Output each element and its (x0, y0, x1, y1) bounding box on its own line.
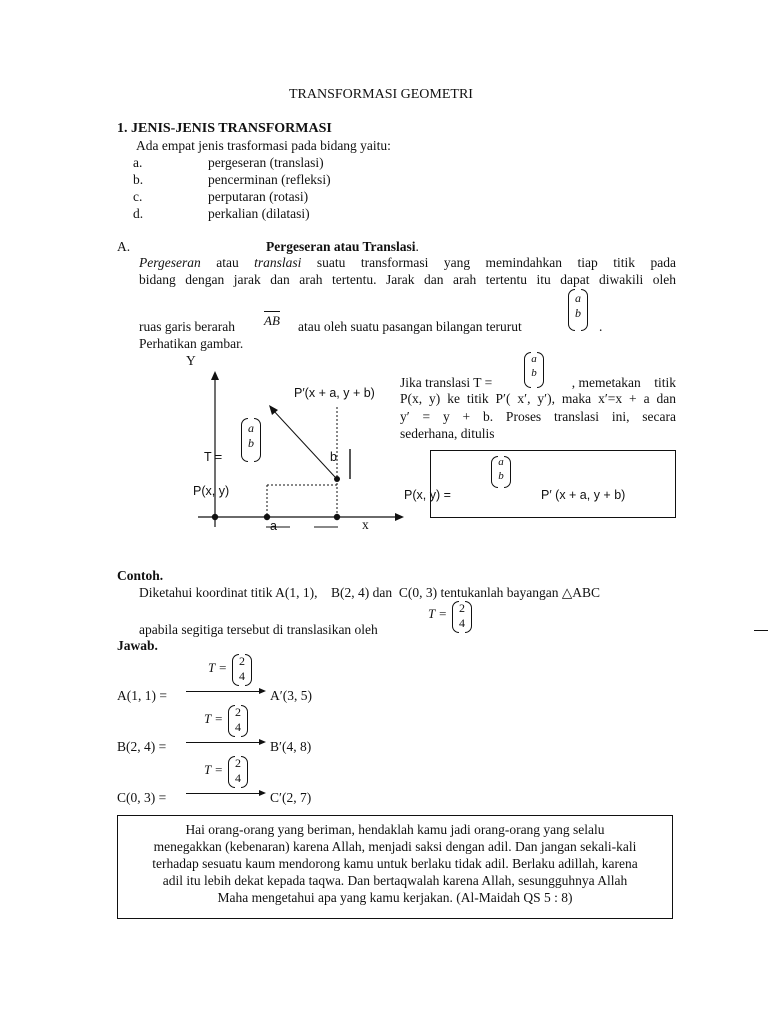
list-item-letter: d. (133, 206, 144, 221)
left-bracket (228, 705, 235, 737)
word: titik (613, 255, 635, 270)
p-label: P(x, y) (193, 484, 230, 498)
word: translasi (254, 255, 302, 270)
quote-line: Hai orang-orang yang beriman, hendaklah kamu jadi orang-orang yang selalu (185, 822, 605, 837)
matrix-top: a (575, 291, 581, 305)
row-right: A′(3, 5) (270, 688, 312, 703)
list-item-letter: c. (133, 189, 143, 204)
word: atau (216, 255, 239, 270)
x-axis-arrow (395, 513, 404, 521)
box-right-text: P′ (x + a, y + b) (541, 488, 626, 502)
page-title: TRANSFORMASI GEOMETRI (289, 87, 473, 102)
section-a-heading (266, 239, 419, 255)
matrix-top: a (248, 421, 254, 435)
section-a-letter: A. (117, 239, 131, 254)
mapping-arrow (186, 691, 264, 692)
box-left-text: P(x, y) = (404, 488, 451, 502)
list-item-letter: b. (133, 172, 144, 187)
right-bracket (581, 289, 588, 331)
contoh-line-2: apabila segitiga tersebut di translasikan oleh (139, 622, 378, 637)
p-prime-label: P′(x + a, y + b) (294, 386, 375, 400)
contoh-t-eq: T = (428, 606, 448, 621)
quote-line: Maha mengetahui apa yang kamu kerjakan. (Al-Maidah QS 5 : 8) (217, 889, 573, 905)
explain-line-1b: , memetakan titik (571, 375, 676, 390)
list-item-text: perkalian (dilatasi) (208, 206, 310, 221)
origin-point (212, 514, 218, 520)
left-bracket (241, 418, 248, 462)
row-t-eq: T = (204, 762, 224, 777)
paragraph-line-3b: atau oleh suatu pasangan bilangan terurut (298, 319, 522, 334)
b-label: b (330, 450, 337, 464)
contoh-t-matrix (452, 601, 472, 633)
matrix-bottom: 4 (235, 771, 241, 785)
paragraph-line-3a: ruas garis berarah (139, 319, 235, 334)
left-bracket (452, 601, 459, 633)
x-axis-label: x (362, 517, 369, 532)
left-bracket (228, 756, 235, 788)
left-bracket (524, 352, 531, 388)
translation-vector (273, 410, 335, 477)
section-1-heading: 1. JENIS-JENIS TRANSFORMASI (117, 121, 332, 136)
explain-line-4: sederhana, ditulis (400, 426, 495, 441)
row-left: B(2, 4) = (117, 739, 167, 754)
matrix-bottom: b (575, 306, 581, 320)
y-axis-arrow (211, 371, 219, 380)
paragraph-line-1 (139, 255, 676, 271)
explain-line-1a: Jika translasi T = (400, 375, 493, 390)
section-a-heading-text: Pergeseran atau Translasi (266, 239, 416, 254)
row-t-eq: T = (208, 660, 228, 675)
row-t-matrix (228, 756, 248, 788)
word: memindahkan (485, 255, 563, 270)
a-label: a (270, 519, 277, 533)
list-item-text: perputaran (rotasi) (208, 189, 309, 204)
matrix-top: a (531, 353, 537, 365)
section-1-intro: Ada empat jenis trasformasi pada bidang yaitu: (136, 138, 391, 153)
paragraph-line-4: Perhatikan gambar. (139, 336, 244, 351)
matrix-top: 2 (235, 705, 241, 719)
t-matrix (241, 418, 261, 462)
right-bracket (465, 601, 472, 633)
matrix-bottom: b (248, 436, 254, 450)
right-bracket (537, 352, 544, 388)
matrix-top: 2 (459, 601, 465, 615)
word: pada (650, 255, 676, 270)
row-t-matrix (228, 705, 248, 737)
quote-line: adil itu lebih dekat kepada taqwa. Dan bertaqwalah karena Allah, sesungguhnya Allah (162, 872, 628, 888)
margin-mark (754, 630, 768, 631)
right-bracket (504, 456, 511, 488)
word: Pergeseran (139, 255, 201, 270)
right-bracket (245, 654, 252, 686)
row-t-eq: T = (204, 711, 224, 726)
quote-box (117, 815, 673, 919)
jawab-heading: Jawab. (117, 638, 158, 653)
row-right: C′(2, 7) (270, 790, 312, 805)
left-bracket (491, 456, 498, 488)
list-item-text: pergeseran (translasi) (208, 155, 324, 170)
quote-line: terhadap sesuatu kaum mendorong kamu untuk berlaku tidak adil. Berlaku adillah, karena (152, 855, 638, 871)
matrix-top: 2 (235, 756, 241, 770)
quote-line: menegakkan (kebenaran) karena Allah, menjadi saksi dengan adil. Dan jangan sekali-kali (153, 838, 637, 854)
vector-ab-matrix (568, 289, 588, 331)
list-item-letter: a. (133, 155, 143, 170)
t-label: T = (204, 450, 223, 464)
mapping-arrow (186, 793, 264, 794)
right-bracket (241, 756, 248, 788)
word: yang (443, 255, 471, 270)
explain-line-3: y′ = y + b. Proses translasi ini, secara (400, 409, 676, 424)
word: tiap (577, 255, 598, 270)
row-t-matrix (232, 654, 252, 686)
contoh-line-1: Diketahui koordinat titik A(1, 1), B(2, 4) dan C(0, 3) tentukanlah bayangan △ABC (139, 585, 601, 600)
row-left: A(1, 1) = (117, 688, 167, 703)
matrix-bottom: 4 (239, 669, 245, 683)
diagram-svg (180, 355, 410, 540)
left-bracket (232, 654, 239, 686)
vector-ab-text: AB (264, 313, 280, 328)
row-left: C(0, 3) = (117, 790, 167, 805)
matrix-bottom: b (498, 469, 504, 482)
explain-line-2: P(x, y) ke titik P′( x′, y′), maka x′=x + a dan (400, 391, 676, 406)
paragraph-line-3c: . (599, 319, 603, 334)
word: transformasi (360, 255, 429, 270)
translation-box (430, 450, 676, 518)
left-bracket (568, 289, 575, 331)
list-item-text: pencerminan (refleksi) (208, 172, 331, 187)
section-a-heading-end: . (415, 239, 419, 254)
vector-ab (264, 313, 280, 329)
contoh-heading: Contoh. (117, 568, 164, 583)
word: suatu (316, 255, 346, 270)
box-matrix (491, 456, 511, 488)
right-bracket (241, 705, 248, 737)
matrix-top: a (498, 456, 504, 468)
matrix-bottom: b (531, 366, 537, 379)
matrix-top: 2 (239, 654, 245, 668)
paragraph-line-2: bidang dengan jarak dan arah tertentu. Jarak dan arah tertentu itu dapat diwakili oleh (139, 272, 676, 287)
right-bracket (254, 418, 261, 462)
row-right: B′(4, 8) (270, 739, 312, 754)
y-axis-label: Y (186, 353, 196, 368)
explain-matrix (524, 352, 544, 388)
matrix-bottom: 4 (235, 720, 241, 734)
mapping-arrow (186, 742, 264, 743)
matrix-bottom: 4 (459, 616, 465, 630)
